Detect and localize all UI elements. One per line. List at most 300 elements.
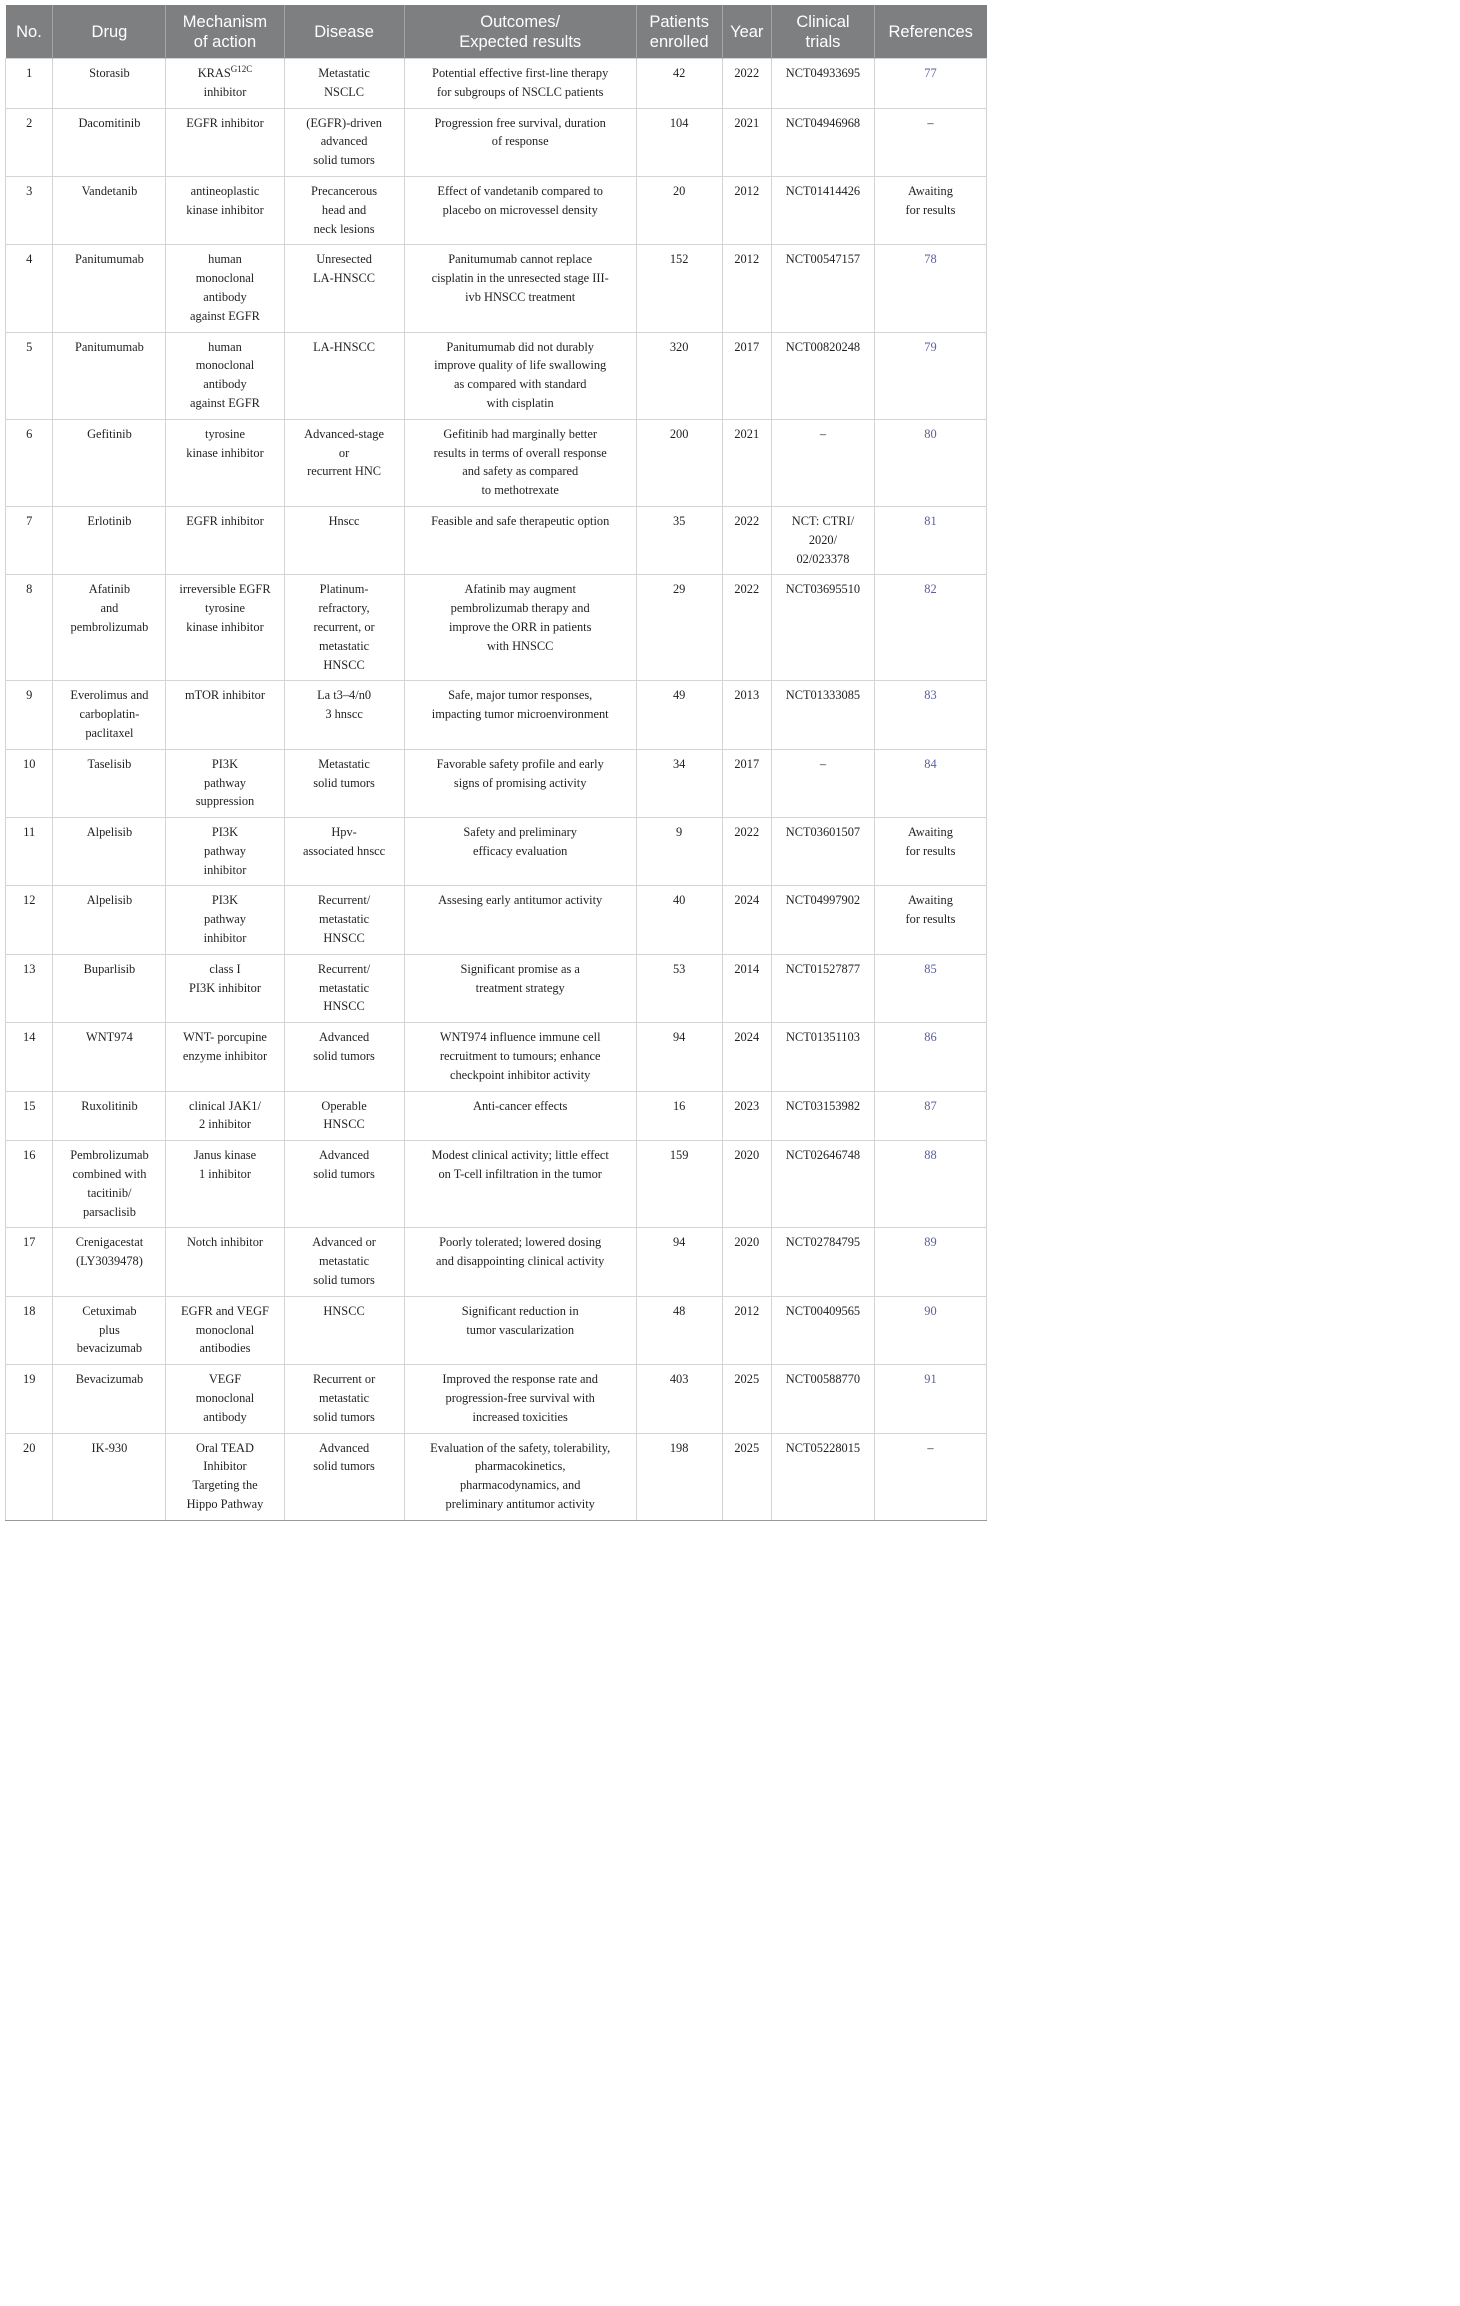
header-year-line-1: Year: [730, 22, 764, 41]
cell-clinical-trial: [771, 1141, 874, 1228]
cell-mechanism-line: Inhibitor: [203, 1459, 247, 1474]
cell-reference[interactable]: [874, 954, 986, 1022]
cell-outcome-line: with cisplatin: [486, 395, 554, 410]
cell-drug-line: Panitumumab: [75, 252, 144, 267]
cell-disease-line: Hnscc: [328, 513, 360, 528]
cell-patients: 29: [636, 575, 722, 681]
cell-patients: 152: [636, 245, 722, 332]
cell-drug-line: (LY3039478): [75, 1254, 143, 1269]
cell-outcome-line: results in terms of overall response: [433, 445, 607, 460]
cell-clinical-trial-line: NCT00409565: [785, 1303, 861, 1318]
cell-disease-line: Recurrent or: [312, 1372, 376, 1387]
cell-mechanism-line: PI3K: [211, 825, 239, 840]
cell-disease: [284, 954, 404, 1022]
cell-mechanism: [166, 954, 284, 1022]
cell-disease: [284, 1296, 404, 1364]
cell-year: 2022: [722, 506, 771, 574]
cell-mechanism-line: EGFR inhibitor: [186, 513, 264, 528]
cell-disease: [284, 176, 404, 244]
cell-disease: [284, 332, 404, 419]
cell-drug: [53, 1141, 166, 1228]
cell-reference-line[interactable]: 79: [924, 339, 937, 354]
cell-patients: 403: [636, 1365, 722, 1433]
cell-reference-line[interactable]: 77: [924, 66, 937, 80]
cell-reference: [874, 818, 986, 886]
cell-drug-line: WNT974: [86, 1030, 133, 1045]
cell-outcome-line: preliminary antitumor activity: [445, 1497, 595, 1511]
header-disease-line-1: Disease: [314, 22, 374, 41]
cell-mechanism-line: Hippo Pathway: [186, 1497, 264, 1511]
cell-patients: 200: [636, 419, 722, 506]
cell-mechanism-line: Targeting the: [192, 1478, 258, 1493]
cell-mechanism: [166, 332, 284, 419]
cell-outcome-line: pharmacokinetics,: [474, 1459, 566, 1474]
cell-mechanism: [166, 886, 284, 954]
cell-reference-line[interactable]: 82: [924, 582, 937, 597]
header-clinical-trials-line-2: trials: [805, 32, 841, 51]
cell-outcome-line: as compared with standard: [453, 377, 587, 392]
cell-mechanism: [166, 1141, 284, 1228]
clinical-trials-table: [5, 5, 987, 1521]
cell-drug-line: and: [100, 601, 119, 616]
cell-reference[interactable]: [874, 575, 986, 681]
cell-clinical-trial: [771, 749, 874, 817]
cell-reference-line[interactable]: 89: [924, 1235, 937, 1250]
cell-mechanism-line: antibody: [203, 1409, 247, 1424]
cell-year: 2022: [722, 818, 771, 886]
cell-disease-line: HNSCC: [323, 1117, 365, 1132]
cell-outcome-line: tumor vascularization: [466, 1322, 575, 1337]
cell-outcome-line: with HNSCC: [486, 638, 554, 653]
cell-disease: [284, 59, 404, 109]
cell-reference[interactable]: [874, 1141, 986, 1228]
header-mechanism-line-2: of action: [193, 32, 257, 51]
cell-reference[interactable]: [874, 1228, 986, 1296]
cell-patients: 42: [636, 59, 722, 109]
cell-clinical-trial-line: NCT02646748: [785, 1148, 861, 1163]
cell-reference-line[interactable]: 87: [924, 1098, 937, 1113]
cell-clinical-trial-line: NCT03153982: [785, 1098, 861, 1113]
cell-drug-line: Everolimus and: [70, 688, 149, 703]
cell-disease-line: solid tumors: [313, 1273, 375, 1288]
cell-reference: [874, 886, 986, 954]
cell-mechanism-line: irreversible EGFR: [179, 582, 271, 597]
cell-drug-line: Alpelisib: [86, 893, 133, 908]
cell-no: 13: [6, 954, 53, 1022]
cell-mechanism-line: antibody: [203, 289, 247, 304]
cell-clinical-trial-line: NCT00588770: [785, 1372, 861, 1387]
cell-drug-line: Afatinib: [88, 582, 131, 597]
cell-no: 15: [6, 1091, 53, 1141]
cell-no: 12: [6, 886, 53, 954]
cell-clinical-trial: [771, 245, 874, 332]
cell-reference: [874, 176, 986, 244]
cell-disease: [284, 886, 404, 954]
cell-disease: [284, 506, 404, 574]
cell-mechanism: [166, 59, 284, 109]
cell-mechanism: [166, 1023, 284, 1091]
cell-outcome: [404, 1141, 636, 1228]
cell-drug-line: Dacomitinib: [78, 115, 141, 130]
cell-year: 2024: [722, 886, 771, 954]
cell-reference-line[interactable]: 84: [924, 756, 937, 771]
header-references: [874, 5, 986, 59]
cell-no: 19: [6, 1365, 53, 1433]
cell-clinical-trial-line: 02/023378: [796, 551, 850, 566]
cell-disease-line: 3 hnscc: [325, 707, 363, 722]
cell-mechanism-line: monoclonal: [195, 358, 255, 373]
cell-reference-line[interactable]: 85: [924, 961, 937, 976]
cell-outcome: [404, 108, 636, 176]
cell-drug: [53, 332, 166, 419]
cell-reference[interactable]: [874, 245, 986, 332]
cell-disease: [284, 818, 404, 886]
cell-drug-line: IK-930: [91, 1440, 128, 1455]
cell-drug: [53, 1365, 166, 1433]
cell-drug-line: paclitaxel: [85, 725, 134, 740]
cell-outcome-line: improve quality of life swallowing: [434, 358, 607, 373]
cell-reference-line[interactable]: 81: [924, 513, 937, 528]
cell-year: 2012: [722, 245, 771, 332]
cell-disease-line: solid tumors: [313, 1459, 375, 1474]
cell-drug-line: Taselisib: [87, 756, 132, 771]
cell-outcome-line: Modest clinical activity; little effect: [431, 1148, 609, 1163]
cell-mechanism-line: pathway: [204, 775, 246, 790]
cell-disease-line: metastatic: [318, 638, 370, 653]
cell-drug-line: Bevacizumab: [75, 1372, 144, 1387]
cell-disease-line: Metastatic: [318, 756, 370, 771]
cell-mechanism-line: clinical JAK1/: [189, 1098, 261, 1113]
cell-mechanism-line: Oral TEAD: [196, 1440, 254, 1455]
cell-mechanism: [166, 1091, 284, 1141]
cell-mechanism-line: PI3K: [211, 893, 239, 908]
table-row: [6, 818, 987, 886]
header-disease: [284, 5, 404, 59]
cell-disease-line: recurrent HNC: [307, 464, 382, 479]
cell-mechanism-line: antibody: [203, 377, 247, 392]
cell-mechanism: [166, 681, 284, 749]
cell-patients: 34: [636, 749, 722, 817]
cell-outcome-line: for subgroups of NSCLC patients: [436, 84, 604, 99]
cell-disease-line: associated hnscc: [302, 843, 386, 858]
cell-mechanism-line: WNT- porcupine: [183, 1030, 267, 1045]
cell-mechanism-line: against EGFR: [190, 395, 260, 410]
table-row: [6, 1296, 987, 1364]
cell-outcome-line: improve the ORR in patients: [448, 619, 592, 634]
cell-outcome-line: WNT974 influence immune cell: [439, 1030, 601, 1045]
cell-year: 2017: [722, 749, 771, 817]
cell-clinical-trial-line: NCT03601507: [785, 825, 861, 840]
cell-year: 2024: [722, 1023, 771, 1091]
cell-drug-line: Gefitinib: [87, 426, 132, 441]
cell-drug: [53, 419, 166, 506]
cell-disease-line: neck lesions: [313, 221, 375, 236]
cell-mechanism-line: pathway: [204, 843, 246, 858]
table-row: [6, 176, 987, 244]
cell-clinical-trial-line: NCT01527877: [785, 961, 861, 976]
cell-reference[interactable]: [874, 59, 986, 109]
cell-reference-line[interactable]: 90: [924, 1303, 937, 1318]
cell-drug: [53, 1228, 166, 1296]
cell-reference[interactable]: [874, 681, 986, 749]
cell-disease-line: HNSCC: [323, 931, 365, 946]
cell-drug: [53, 245, 166, 332]
cell-mechanism-line: $KRAS^{G12C}$: [197, 63, 253, 80]
cell-drug: [53, 818, 166, 886]
cell-clinical-trial: [771, 954, 874, 1022]
cell-reference[interactable]: [874, 1091, 986, 1141]
cell-reference-line[interactable]: 91: [924, 1372, 937, 1387]
cell-drug: [53, 886, 166, 954]
table-row: [6, 108, 987, 176]
cell-clinical-trial: [771, 176, 874, 244]
table-row: [6, 1141, 987, 1228]
header-no: [6, 5, 53, 59]
cell-disease-line: Unresected: [316, 252, 372, 267]
cell-mechanism-line: suppression: [195, 794, 255, 809]
cell-no: 10: [6, 749, 53, 817]
header-mechanism: [166, 5, 284, 59]
cell-mechanism: [166, 176, 284, 244]
cell-drug: [53, 59, 166, 109]
cell-mechanism-line: class I: [209, 961, 241, 976]
cell-outcome-line: impacting tumor microenvironment: [431, 707, 609, 722]
cell-no: 17: [6, 1228, 53, 1296]
cell-clinical-trial-line: NCT04997902: [785, 893, 861, 908]
cell-outcome: [404, 59, 636, 109]
cell-mechanism-line: against EGFR: [190, 308, 260, 323]
cell-drug: [53, 1433, 166, 1520]
table-row: [6, 1091, 987, 1141]
cell-reference[interactable]: [874, 1023, 986, 1091]
cell-clinical-trial: [771, 575, 874, 681]
cell-outcome-line: Poorly tolerated; lowered dosing: [439, 1235, 602, 1250]
cell-patients: 159: [636, 1141, 722, 1228]
cell-disease: [284, 1228, 404, 1296]
cell-reference[interactable]: [874, 1365, 986, 1433]
cell-outcome-line: cisplatin in the unresected stage III-: [431, 271, 609, 286]
cell-patients: 35: [636, 506, 722, 574]
cell-disease: [284, 1365, 404, 1433]
cell-mechanism-line: EGFR and VEGF: [181, 1303, 269, 1318]
cell-clinical-trial: [771, 59, 874, 109]
cell-mechanism-line: enzyme inhibitor: [182, 1049, 268, 1064]
cell-reference-line[interactable]: 78: [924, 252, 937, 267]
header-year: [722, 5, 771, 59]
cell-outcome-line: checkpoint inhibitor activity: [449, 1067, 591, 1082]
cell-disease-line: metastatic: [318, 1254, 370, 1269]
cell-outcome: [404, 1296, 636, 1364]
cell-drug-line: plus: [99, 1322, 120, 1337]
header-drug: [53, 5, 166, 59]
cell-disease-line: solid tumors: [313, 1167, 375, 1182]
cell-year: 2022: [722, 59, 771, 109]
cell-mechanism-line: monoclonal: [195, 1391, 255, 1406]
cell-mechanism: [166, 749, 284, 817]
cell-clinical-trial-line: NCT01414426: [785, 183, 861, 198]
cell-no: 2: [6, 108, 53, 176]
cell-disease-line: head and: [321, 202, 367, 217]
cell-mechanism-line: Notch inhibitor: [186, 1235, 264, 1250]
cell-drug-line: Erlotinib: [87, 513, 132, 528]
cell-outcome: [404, 954, 636, 1022]
cell-clinical-trial: [771, 818, 874, 886]
cell-drug-line: Pembrolizumab: [70, 1148, 149, 1163]
cell-clinical-trial: [771, 886, 874, 954]
cell-outcome: [404, 575, 636, 681]
cell-reference[interactable]: [874, 1296, 986, 1364]
cell-reference-line: Awaiting: [907, 893, 953, 908]
header-outcomes-line-1: Outcomes/: [480, 12, 561, 31]
cell-reference-line[interactable]: 86: [924, 1030, 937, 1045]
cell-reference-line[interactable]: 80: [924, 426, 937, 441]
cell-reference[interactable]: [874, 332, 986, 419]
cell-clinical-trial-line: NCT05228015: [785, 1440, 861, 1455]
cell-clinical-trial-line: 2020/: [808, 532, 838, 547]
cell-disease-line: refractory,: [318, 601, 370, 616]
cell-drug-line: Alpelisib: [86, 825, 133, 840]
cell-no: 6: [6, 419, 53, 506]
cell-no: 3: [6, 176, 53, 244]
cell-no: 11: [6, 818, 53, 886]
superscript: G12C: [230, 63, 253, 74]
cell-no: 20: [6, 1433, 53, 1520]
cell-outcome-line: Potential effective first-line therapy: [432, 66, 609, 80]
cell-patients: 104: [636, 108, 722, 176]
cell-mechanism: [166, 1433, 284, 1520]
cell-year: 2012: [722, 1296, 771, 1364]
cell-outcome-line: treatment strategy: [475, 980, 565, 995]
cell-reference-line[interactable]: 83: [924, 688, 937, 703]
cell-year: 2012: [722, 176, 771, 244]
table-row: [6, 506, 987, 574]
cell-drug: [53, 506, 166, 574]
cell-drug-line: tacitinib/: [87, 1185, 132, 1200]
cell-clinical-trial: [771, 1091, 874, 1141]
cell-no: 5: [6, 332, 53, 419]
cell-mechanism: [166, 1365, 284, 1433]
cell-outcome: [404, 1228, 636, 1296]
cell-mechanism-line: inhibitor: [203, 84, 247, 99]
cell-no: 14: [6, 1023, 53, 1091]
cell-drug: [53, 954, 166, 1022]
cell-outcome-line: Afatinib may augment: [464, 582, 576, 597]
cell-mechanism-line: tyrosine: [205, 601, 245, 616]
cell-reference-line: for results: [905, 202, 956, 217]
cell-mechanism-line: PI3K: [211, 756, 239, 771]
cell-reference: [874, 1433, 986, 1520]
cell-disease: [284, 1023, 404, 1091]
cell-drug-line: Storasib: [89, 66, 130, 80]
cell-drug-line: Vandetanib: [81, 183, 138, 198]
cell-outcome-line: Feasible and safe therapeutic option: [431, 513, 610, 528]
cell-reference-line[interactable]: 88: [924, 1148, 937, 1163]
table-row: [6, 1365, 987, 1433]
cell-no: 18: [6, 1296, 53, 1364]
cell-patients: 53: [636, 954, 722, 1022]
cell-outcome-line: Gefitinib had marginally better: [443, 426, 597, 441]
cell-outcome: [404, 749, 636, 817]
cell-disease: [284, 1141, 404, 1228]
cell-clinical-trial: [771, 1228, 874, 1296]
cell-outcome: [404, 681, 636, 749]
table-row: [6, 681, 987, 749]
cell-clinical-trial: [771, 1365, 874, 1433]
cell-drug: [53, 1023, 166, 1091]
cell-patients: 94: [636, 1228, 722, 1296]
cell-drug-line: combined with: [72, 1167, 147, 1182]
cell-outcome-line: increased toxicities: [472, 1409, 568, 1424]
cell-outcome-line: Improved the response rate and: [442, 1372, 598, 1387]
table-row: [6, 749, 987, 817]
cell-reference[interactable]: [874, 419, 986, 506]
cell-outcome: [404, 1023, 636, 1091]
cell-patients: 49: [636, 681, 722, 749]
cell-mechanism-line: antibodies: [199, 1341, 251, 1356]
cell-clinical-trial: [771, 419, 874, 506]
cell-patients: 40: [636, 886, 722, 954]
cell-disease-line: Precancerous: [311, 183, 378, 198]
cell-disease-line: Operable: [321, 1098, 367, 1113]
cell-disease-line: solid tumors: [313, 775, 375, 790]
cell-patients: 320: [636, 332, 722, 419]
cell-disease: [284, 575, 404, 681]
cell-clinical-trial-line: NCT00547157: [785, 252, 861, 267]
cell-disease-line: Advanced: [318, 1148, 370, 1163]
cell-outcome: [404, 506, 636, 574]
cell-disease-line: LA-HNSCC: [313, 339, 376, 354]
cell-no: 16: [6, 1141, 53, 1228]
cell-patients: 198: [636, 1433, 722, 1520]
cell-outcome-line: Safe, major tumor responses,: [448, 688, 593, 703]
cell-disease-line: solid tumors: [313, 1409, 375, 1424]
cell-outcome: [404, 332, 636, 419]
cell-mechanism-line: inhibitor: [203, 862, 247, 877]
cell-reference[interactable]: [874, 506, 986, 574]
cell-clinical-trial: [771, 1023, 874, 1091]
cell-no: 4: [6, 245, 53, 332]
cell-clinical-trial-line: NCT: CTRI/: [791, 513, 855, 528]
cell-mechanism-line: human: [208, 252, 242, 267]
cell-reference-line: –: [927, 115, 934, 130]
table-row: [6, 1228, 987, 1296]
cell-outcome-line: and safety as compared: [462, 464, 579, 479]
cell-mechanism-line: human: [208, 339, 242, 354]
cell-outcome-line: and disappointing clinical activity: [436, 1254, 605, 1269]
header-clinical-trials-line-1: Clinical: [796, 12, 850, 31]
cell-disease-line: Metastatic: [318, 66, 370, 80]
cell-disease-line: Advanced or: [312, 1235, 376, 1250]
header-drug-line-1: Drug: [91, 22, 128, 41]
cell-disease-line: Advanced: [318, 1030, 370, 1045]
cell-mechanism: [166, 1296, 284, 1364]
cell-clinical-trial: [771, 1433, 874, 1520]
cell-disease-line: advanced: [320, 134, 368, 149]
cell-outcome: [404, 886, 636, 954]
cell-reference[interactable]: [874, 749, 986, 817]
cell-mechanism-line: kinase inhibitor: [186, 619, 264, 634]
cell-outcome: [404, 1091, 636, 1141]
cell-drug: [53, 749, 166, 817]
cell-drug-line: Crenigacestat: [75, 1235, 144, 1250]
cell-clinical-trial-line: NCT02784795: [785, 1235, 861, 1250]
cell-disease-line: Platinum-: [319, 582, 369, 597]
cell-disease-line: NSCLC: [324, 84, 365, 99]
cell-disease-line: metastatic: [318, 1391, 370, 1406]
cell-no: 9: [6, 681, 53, 749]
cell-drug: [53, 1296, 166, 1364]
cell-mechanism-line: mTOR inhibitor: [185, 688, 265, 703]
